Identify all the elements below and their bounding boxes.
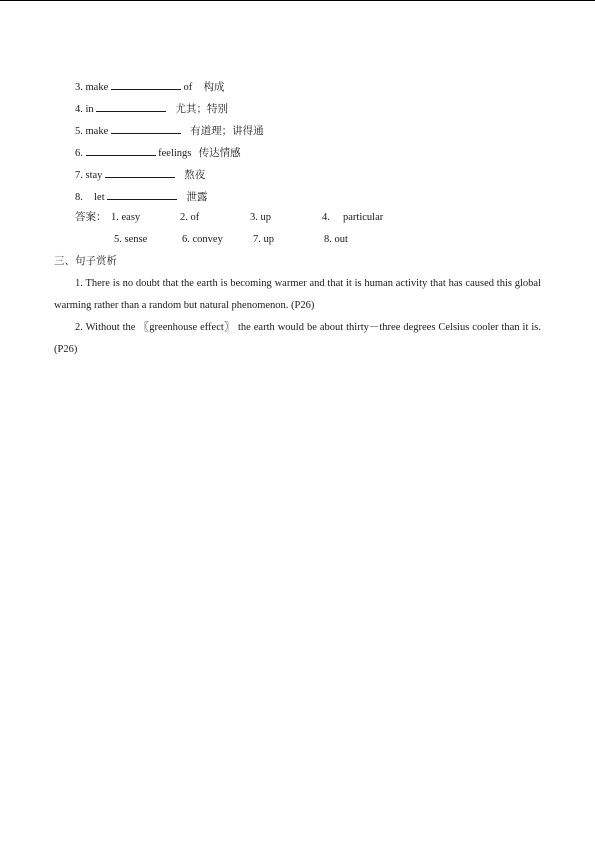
answer-item: 5. sense: [114, 234, 148, 245]
sentence-paragraph: 2. Without the 〖greenhouse effect〗 the earth would be about thirty－three degrees Celsius cooler than it is. (P26): [54, 322, 541, 355]
fill-blank: [96, 101, 166, 112]
answers-label: 答案：: [75, 212, 107, 223]
item-meaning: 泄露: [186, 192, 208, 203]
item-number: 8.: [75, 192, 83, 203]
item-number: 7.: [75, 170, 83, 181]
item-suffix: of: [183, 82, 193, 93]
vocab-item: [75, 145, 241, 159]
item-number: 6.: [75, 148, 83, 159]
item-meaning: 构成: [203, 82, 225, 93]
vocab-item: [75, 79, 225, 93]
item-suffix: feelings: [158, 148, 192, 159]
item-meaning: 熬夜: [184, 170, 206, 181]
answer-item: 3. up: [250, 212, 271, 223]
item-prefix: make: [85, 126, 109, 137]
fill-blank: [86, 145, 156, 156]
fill-blank: [107, 189, 177, 200]
answer-item: 1. easy: [111, 212, 141, 223]
answer-item: 2. of: [180, 212, 200, 223]
item-number: 3.: [75, 82, 83, 93]
sentence-paragraph: 1. There is no doubt that the earth is becoming warmer and that it is human activity that has caused this global warming rather than a random but natural phenomenon. (P26): [54, 278, 541, 311]
item-number: 5.: [75, 126, 83, 137]
item-prefix: in: [85, 104, 94, 115]
item-meaning: 有道理；讲得通: [190, 126, 264, 137]
item-prefix: let: [94, 192, 105, 203]
vocab-item: [75, 101, 228, 115]
answer-item: particular: [343, 212, 384, 223]
vocab-item: [75, 167, 205, 181]
item-prefix: stay: [85, 170, 103, 181]
section-title: 三、句子赏析: [54, 256, 117, 267]
vocab-item: [75, 123, 264, 137]
answer-item: 4.: [322, 212, 330, 223]
answer-item: 8. out: [324, 234, 348, 245]
item-meaning: 尤其；特别: [175, 104, 229, 115]
answer-item: 6. convey: [182, 234, 223, 245]
fill-blank: [105, 167, 175, 178]
answer-item: 7. up: [253, 234, 274, 245]
item-meaning: 传达情感: [198, 148, 241, 159]
fill-blank: [111, 123, 181, 134]
item-number: 4.: [75, 104, 83, 115]
vocab-item: [75, 189, 208, 203]
item-prefix: make: [85, 82, 109, 93]
fill-blank: [111, 79, 181, 90]
